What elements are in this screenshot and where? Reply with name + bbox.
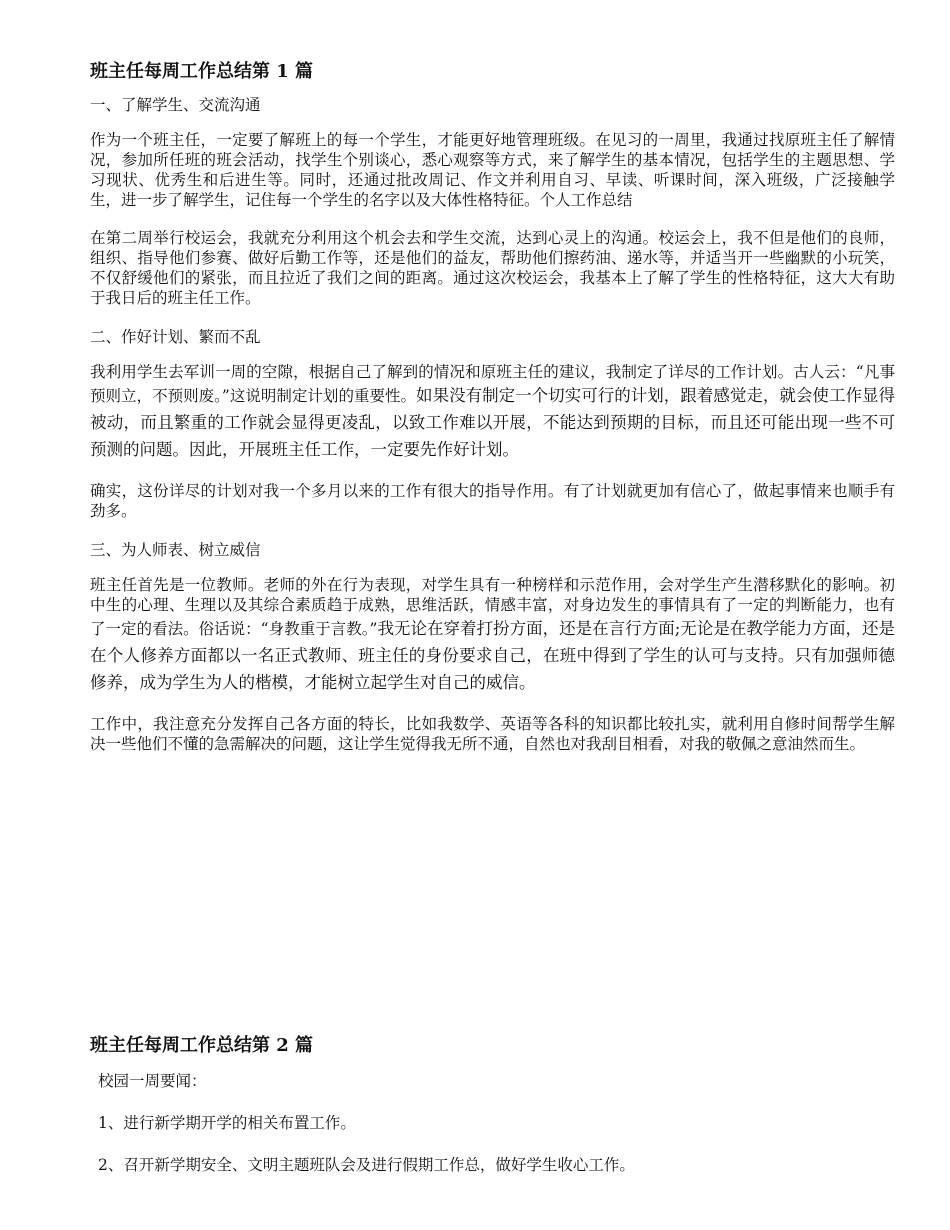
list-item: 2、召开新学期安全、文明主题班队会及进行假期工作总，做好学生收心工作。 [98,1156,635,1174]
paragraph-3-part-b: 如果没有制定一个切实可行的计划，跟着感觉走，就会使工作显得被动，而且繁重的工作就会显得更凌乱，以致工作难以开展，不能达到预期的目标，而且还可能出现一些不可预测的问题。因此，开展班主任工作，一定要先作好计划。 [90,386,896,459]
article-2-title: 班主任每周工作总结第 2 篇 [90,1035,314,1056]
section-2-heading: 二、作好计划、繁而不乱 [90,328,261,346]
paragraph-6: 工作中，我注意充分发挥自己各方面的特长，比如我数学、英语等各科的知识都比较扎实，就利用自修时间帮学生解决一些他们不懂的急需解决的问题，这让学生觉得我无所不通，自然也对我刮目相看，对我的敬佩之意油然而生。 [90,715,895,753]
paragraph-3 [90,362,895,463]
document-page-article-2 [90,1032,895,1176]
article-2-intro: 校园一周要闻： [98,1072,207,1090]
section-1-heading: 一、了解学生、交流沟通 [90,96,261,114]
article-1-title: 班主任每周工作总结第 1 篇 [90,61,314,82]
list-item: 1、进行新学期开学的相关布置工作。 [98,1114,356,1132]
paragraph-5-part-b: 我无论在穿着打扮方面，还是在言行方面;无论是在教学能力方面，还是在个人修养方面都以一名正式教师、班主任的身份要求自己，在班中得到了学生的认可与支持。只有加强师德修养，成为学生为人的楷模，才能树立起学生对自己的威信。 [90,619,896,692]
section-3-heading: 三、为人师表、树立威信 [90,541,261,559]
paragraph-2: 在第二周举行校运会，我就充分利用这个机会去和学生交流，达到心灵上的沟通。校运会上，我不但是他们的良师，组织、指导他们参赛、做好后勤工作等，还是他们的益友，帮助他们擦药油、递水等，并适当开一些幽默的小玩笑，不仅舒缓他们的紧张，而且拉近了我们之间的距离。通过这次校运会，我基本上了解了学生的性格特征，这大大有助于我日后的班主任工作。 [90,229,895,307]
paragraph-4: 确实，这份详尽的计划对我一个多月以来的工作有很大的指导作用。有了计划就更加有信心了，做起事情来也顺手有劲多。 [90,482,895,520]
paragraph-5 [90,575,895,696]
document-page [90,58,895,754]
paragraph-3-part-a: 我利用学生去军训一周的空隙，根据自己了解到的情况和原班主任的建议，我制定了详尽的工作计划。古人云：“凡事预则立，不预则废。”这说明制定计划的重要性。 [90,363,895,405]
paragraph-5-part-a: 班主任首先是一位教师。老师的外在行为表现，对学生具有一种榜样和示范作用，会对学生产生潜移默化的影响。初中生的心理、生理以及其综合素质趋于成熟，思维活跃，情感丰富，对身边发生的事情具有了一定的判断能力，也有了一定的看法。俗话说：“身教重于言教。” [90,576,895,638]
paragraph-1: 作为一个班主任，一定要了解班上的每一个学生，才能更好地管理班级。在见习的一周里，我通过找原班主任了解情况，参加所任班的班会活动，找学生个别谈心，悉心观察等方式，来了解学生的基本情况，包括学生的主题思想、学习现状、优秀生和后进生等。同时，还通过批改周记、作文并利用自习、早读、听课时间，深入班级，广泛接触学生，进一步了解学生，记住每一个学生的名字以及大体性格特征。个人工作总结 [90,131,895,209]
